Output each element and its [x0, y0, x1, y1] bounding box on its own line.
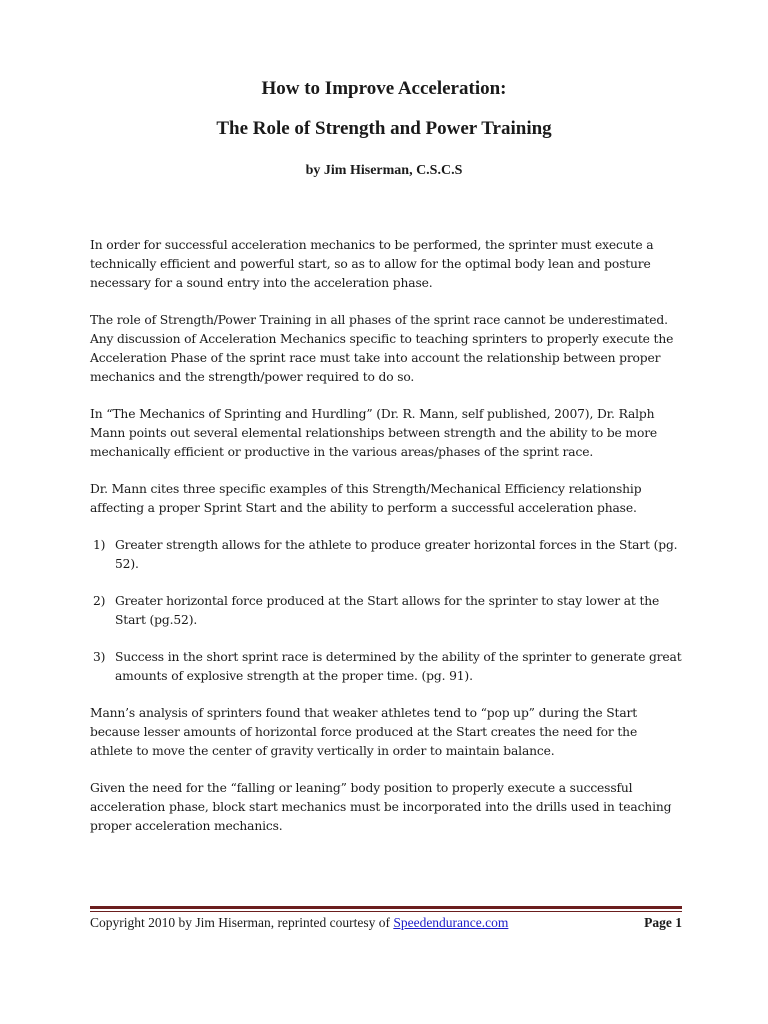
list-item [90, 536, 682, 574]
list-item [90, 648, 682, 686]
page-number: Page 1 [644, 915, 682, 930]
document-body [90, 236, 682, 854]
list-item-text: Greater horizontal force produced at the Start allows for the sprinter to stay lower at the Start (pg.52). [115, 594, 660, 627]
list-item-text: Greater strength allows for the athlete to produce greater horizontal forces in the Start (pg. 52). [115, 538, 678, 571]
speedendurance-link[interactable]: Speedendurance.com [393, 915, 509, 930]
page-footer [90, 915, 682, 931]
list-number: 3) [93, 650, 106, 664]
paragraph: In order for successful acceleration mechanics to be performed, the sprinter must execute a technically efficient and powerful start, so as to allow for the optimal body lean and posture necessary for a sound entry into the acceleration phase. [90, 238, 654, 290]
paragraph: In “The Mechanics of Sprinting and Hurdling” (Dr. R. Mann, self published, 2007), Dr. Ralph Mann points out several elemental relationships between strength and the ability to be more mechanically efficient or productive in the various areas/phases of the sprint race. [90, 407, 658, 459]
list-number: 2) [93, 594, 106, 608]
numbered-list [90, 536, 682, 686]
copyright-notice [90, 915, 508, 931]
list-item-text: Success in the short sprint race is determined by the ability of the sprinter to generate great amounts of explosive strength at the proper time. (pg. 91). [115, 650, 682, 683]
paragraph: Dr. Mann cites three specific examples of this Strength/Mechanical Efficiency relationship affecting a proper Sprint Start and the ability to perform a successful acceleration phase. [90, 482, 642, 515]
paragraph: The role of Strength/Power Training in all phases of the sprint race cannot be underestimated. Any discussion of Acceleration Mechanics specific to teaching sprinters to properly execute the Acceleration Phase of the sprint race must take into account the relationship between proper mechanics and the strength/power required to do so. [90, 313, 674, 384]
list-item [90, 592, 682, 630]
paragraph: Given the need for the “falling or leaning” body position to properly execute a successful acceleration phase, block start mechanics must be incorporated into the drills used in teaching proper acceleration mechanics. [90, 781, 672, 833]
document-title: How to Improve Acceleration: [261, 78, 507, 99]
copyright-text: Copyright 2010 by Jim Hiserman, reprinted courtesy of [90, 915, 394, 930]
footer-rule-thin [90, 911, 682, 912]
author-byline: by Jim Hiserman, C.S.C.S [305, 163, 463, 178]
paragraph: Mann’s analysis of sprinters found that weaker athletes tend to “pop up” during the Start because lesser amounts of horizontal force produced at the Start creates the need for the athlete to move the center of gravity vertically in order to maintain balance. [90, 706, 638, 758]
footer-rule [90, 906, 682, 909]
document-subtitle: The Role of Strength and Power Training [216, 118, 552, 139]
list-number: 1) [93, 538, 106, 552]
